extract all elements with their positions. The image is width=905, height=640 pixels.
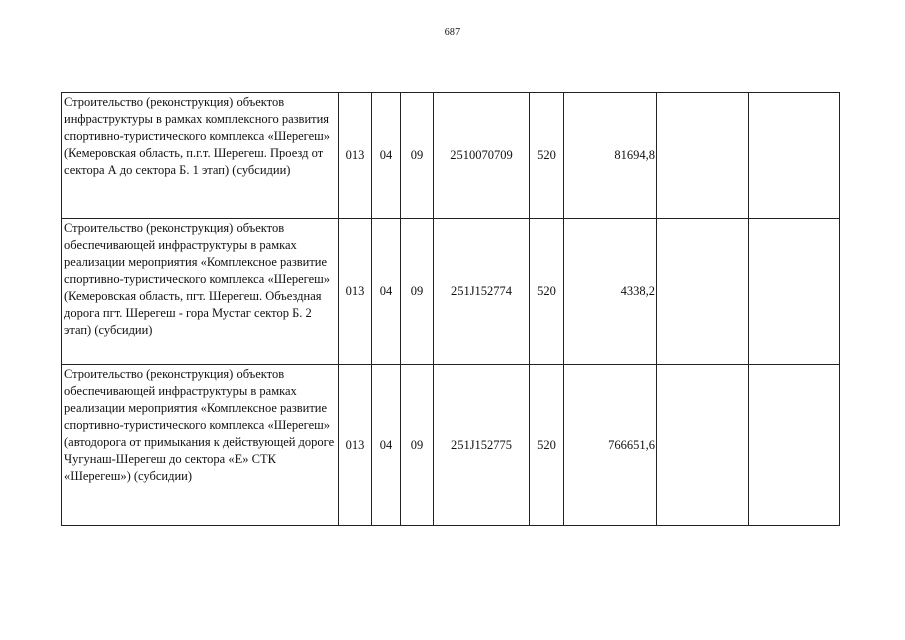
amount-value: 81694,8	[564, 93, 657, 219]
amount-value: 4338,2	[564, 219, 657, 365]
row-description: Строительство (реконструкция) объектов обеспечивающей инфраструктуры в рамках реализации мероприятия «Комплексное развитие спортивно-туристического комплекса «Шерегеш» (Кемеровская область, пгт. Шерегеш. Объездная дорога пгт. Шерегеш - гора Мустаг сектор Б. 2 этап) (субсидии)	[62, 219, 339, 365]
expense-type-code: 520	[530, 93, 564, 219]
row-description: Строительство (реконструкция) объектов обеспечивающей инфраструктуры в рамках реализации мероприятия «Комплексное развитие спортивно-туристического комплекса «Шерегеш» (автодорога от примыкания к действующей дороге Чугунаш-Шерегеш до сектора «Е» СТК «Шерегеш») (субсидии)	[62, 365, 339, 526]
subsection-code: 09	[401, 93, 434, 219]
section-code: 04	[372, 93, 401, 219]
subsection-code: 09	[401, 219, 434, 365]
amount-value: 766651,6	[564, 365, 657, 526]
target-article-code: 2510070709	[434, 93, 530, 219]
budget-table	[61, 92, 840, 526]
table-row	[62, 365, 840, 526]
expense-type-code: 520	[530, 219, 564, 365]
empty-cell	[657, 365, 749, 526]
empty-cell	[749, 219, 840, 365]
table-row	[62, 93, 840, 219]
ministry-code: 013	[339, 93, 372, 219]
empty-cell	[657, 219, 749, 365]
target-article-code: 251J152774	[434, 219, 530, 365]
section-code: 04	[372, 219, 401, 365]
empty-cell	[657, 93, 749, 219]
section-code: 04	[372, 365, 401, 526]
ministry-code: 013	[339, 365, 372, 526]
target-article-code: 251J152775	[434, 365, 530, 526]
page-number: 687	[444, 27, 461, 38]
expense-type-code: 520	[530, 365, 564, 526]
table-row	[62, 219, 840, 365]
empty-cell	[749, 365, 840, 526]
row-description: Строительство (реконструкция) объектов инфраструктуры в рамках комплексного развития спортивно-туристического комплекса «Шерегеш» (Кемеровская область, п.г.т. Шерегеш. Проезд от сектора А до сектора Б. 1 этап) (субсидии)	[62, 93, 339, 219]
ministry-code: 013	[339, 219, 372, 365]
empty-cell	[749, 93, 840, 219]
subsection-code: 09	[401, 365, 434, 526]
